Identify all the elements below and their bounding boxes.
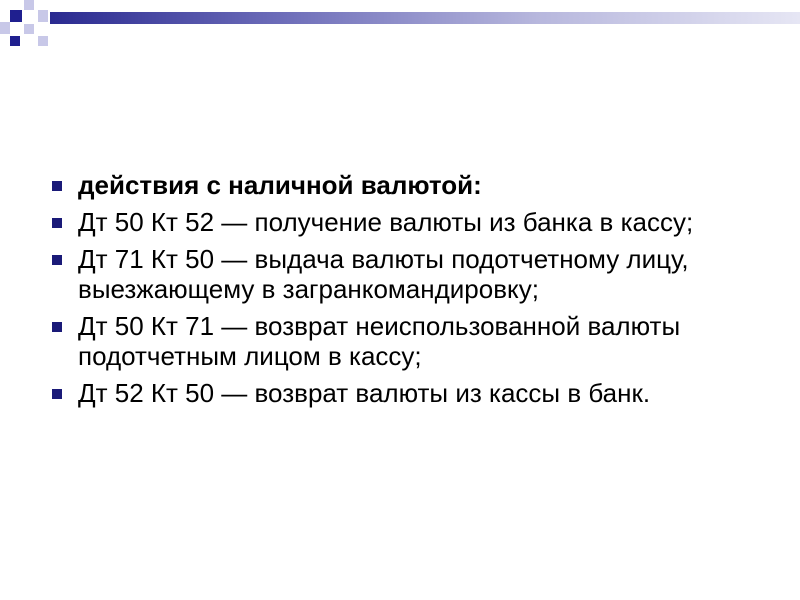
decor-square-dark: [10, 36, 20, 46]
decor-square-dark: [10, 10, 22, 22]
list-item: [46, 170, 746, 200]
list-item-text: действия с наличной валютой:: [78, 170, 482, 200]
square-bullet-icon: [52, 255, 62, 265]
square-bullet-icon: [52, 181, 62, 191]
bullet-list: [46, 170, 746, 408]
list-item: [46, 378, 746, 408]
decor-square-light: [0, 22, 10, 34]
list-item: [46, 207, 746, 237]
decor-square-light: [38, 36, 48, 46]
square-bullet-icon: [52, 389, 62, 399]
square-bullet-icon: [52, 322, 62, 332]
square-bullet-icon: [52, 218, 62, 228]
decor-square-light: [24, 0, 34, 10]
list-item-text: Дт 50 Кт 52 — получение валюты из банка в кассу;: [78, 207, 694, 237]
decor-square-light: [24, 24, 34, 34]
list-item-text: Дт 52 Кт 50 — возврат валюты из кассы в банк.: [78, 378, 651, 408]
list-item-text: Дт 50 Кт 71 — возврат неиспользованной валюты подотчетным лицом в кассу;: [78, 311, 681, 371]
header-gradient-band: [50, 12, 800, 24]
list-item-text: Дт 71 Кт 50 — выдача валюты подотчетному лицу, выезжающему в загранкомандировку;: [78, 244, 689, 304]
slide-body: [46, 170, 746, 415]
list-item: [46, 311, 746, 371]
decor-square-light: [38, 10, 48, 22]
list-item: [46, 244, 746, 304]
